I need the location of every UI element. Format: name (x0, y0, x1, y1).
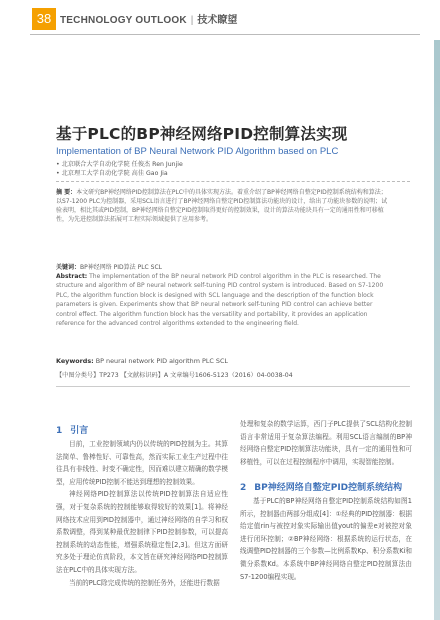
paragraph: 处理和复杂的数学运算，西门子PLC提供了SCL结构化控制语言非常适用于复杂算法编程。利用SCL语言编制的BP神经网络自整定PID控制算法功能块，具有一定的通用性和可移植性，可以在过程控制程序中调用，实现智能控制。 (240, 420, 412, 466)
keywords-cn (56, 262, 162, 271)
section-1-title: 引言 (70, 426, 89, 436)
keywords-cn-text: BP神经网络 PID算法 PLC SCL (80, 264, 162, 271)
section-2-number: 2 (240, 483, 247, 493)
keywords-en-label: Keywords: (56, 357, 94, 365)
keywords-en (56, 357, 228, 365)
paragraph: 神经网络PID控制算法以传统PID控制算法自适应性强，对于复杂系统的控制能够取得较好的效果[1]。将神经网络技术应用到PID控制器中，通过神经网络的自学习和权系数调整，得到某种最优控制律下PID控制参数，可以提高控制系统的动态性能，增强系统稳定性[2,3]。但这方面研究多处于理论仿真阶段，本文旨在研究神经网络PID控制算法在PLC中的具体实现方法。 (56, 490, 228, 574)
section-2-title: BP神经网络自整定PID控制系统结构 (254, 483, 403, 493)
column-name: 技术瞭望 (197, 15, 238, 26)
section-1-number: 1 (56, 426, 63, 436)
author-affiliation-1: • 北京联合大学自动化学院 任俊杰 Ren Junjie (56, 161, 183, 168)
running-head (60, 11, 237, 26)
page-header (0, 0, 440, 40)
magazine-name: TECHNOLOGY OUTLOOK (60, 15, 187, 26)
abstract-en-text: The implementation of the BP neural network PID control algorithm in the PLC is researched. The structure and algorithm of BP neural network self-tuning PID control system is introduced. Based on S7-1200 PLC, the algorithm function block is designed with SCL language and the description of the function block parameters is given. Experiments show that BP neural network self-tuning PID control can achieve better control effect. The algorithm function block has the versatility and portability, it provides an application reference for the advanced control algorithms extended to the engineering field. (56, 273, 384, 328)
article-title-en: Implementation of BP Neural Network PID Algorithm based on PLC (56, 146, 339, 157)
right-column-bottom (240, 495, 412, 583)
header-rule (30, 34, 420, 35)
author-affiliation-2: • 北京理工大学自动化学院 高佳 Gao Jia (56, 170, 168, 177)
abstract-en (56, 272, 392, 354)
section-1-heading (56, 423, 88, 436)
keywords-en-text: BP neural network PID algorithm PLC SCL (95, 357, 228, 365)
right-column-top (240, 418, 412, 468)
edge-stripe (434, 0, 440, 620)
body-divider (56, 386, 410, 387)
paragraph: 目前，工业控制领域内仍以传统的PID控制为主。其算法简单、鲁棒性好、可靠性高，然而实际工业生产过程中往往具有非线性、时变不确定性，因而难以建立精确的数学模型，应用传统PID控制不能达到理想的控制效果。 (56, 440, 228, 486)
paragraph: 当前的PLC除完成传统的控制任务外，还能进行数据 (69, 578, 220, 587)
classification-line: 【中图分类号】TP273 【文献标识码】A 文章编号1606-5123（2016）04-0038-04 (56, 372, 293, 379)
section-2-heading (240, 480, 402, 493)
paragraph: 基于PLC的BP神经网络自整定PID控制系统结构如图1所示，控制器由两部分组成[4]：①经典的PID控制器：根据给定值rin与被控对象实际输出值yout的偏差e对被控对象进行闭环控制；②BP神经网络：根据系统的运行状态，在线调整PID控制器的三个参数—比例系数Kp、积分系数Ki和微分系数Kd。本系统中BP神经网络自整定PID控制算法由S7-1200编程实现。 (240, 497, 412, 581)
left-column (56, 438, 228, 589)
article-title: 基于PLC的BP神经网络PID控制算法实现 (56, 125, 348, 143)
header-separator: | (190, 15, 194, 26)
abstract-cn-label: 摘 要： (56, 189, 77, 196)
divider (56, 181, 410, 182)
abstract-cn-text: 本文研究BP神经网络PID控制算法在PLC中的具体实现方法。着重介绍了BP神经网络自整定PID控制系统结构和算法；以S7-1200 PLC为控制器，采用SCL语言进行了BP神经网络自整定PID控制算法功能块的设计，给出了功能块参数的说明；试验表明，相比其或PID控制，BP神经网络自整定PID控制取得更好的控制效果，设计的算法功能块具有一定的通用性和可移植性，为先进控制算法拓展可工程实际领域提供了应用参考。 (56, 189, 388, 223)
abstract-en-label: Abstract: (56, 273, 88, 280)
abstract-cn (56, 188, 392, 260)
page-number: 38 (32, 8, 56, 30)
keywords-cn-label: 关键词： (56, 264, 81, 271)
